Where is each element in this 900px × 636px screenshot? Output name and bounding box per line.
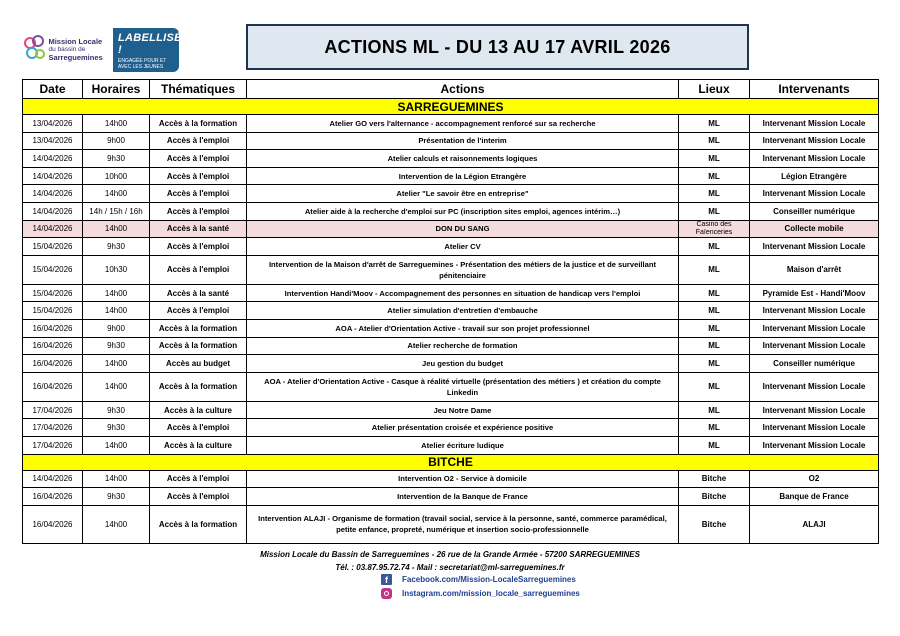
date-cell: 15/04/2026	[23, 284, 83, 302]
intervenant-cell: Intervenant Mission Locale	[750, 115, 879, 133]
horaire-cell: 10h30	[83, 255, 150, 284]
intervenant-cell: Collecte mobile	[750, 220, 879, 238]
lieu-cell: ML	[679, 150, 750, 168]
action-cell: AOA - Atelier d'Orientation Active - Casque à réalité virtuelle (présentation des métiers ) et création du compte Linkedin	[247, 372, 679, 401]
table-row	[23, 319, 879, 337]
header-intervenants: Intervenants	[750, 80, 879, 99]
intervenant-cell: Intervenant Mission Locale	[750, 150, 879, 168]
table-row	[23, 436, 879, 454]
theme-cell: Accès à la santé	[150, 220, 247, 238]
theme-cell: Accès à la santé	[150, 284, 247, 302]
lieu-cell: ML	[679, 302, 750, 320]
date-cell: 16/04/2026	[23, 488, 83, 506]
table-row	[23, 505, 879, 543]
horaire-cell: 9h30	[83, 337, 150, 355]
page-title: ACTIONS ML - DU 13 AU 17 AVRIL 2026	[324, 36, 671, 57]
action-cell: Intervention Handi'Moov - Accompagnement des personnes en situation de handicap vers l'emploi	[247, 284, 679, 302]
date-cell: 16/04/2026	[23, 319, 83, 337]
table-row	[23, 355, 879, 373]
action-cell: AOA - Atelier d'Orientation Active - travail sur son projet professionnel	[247, 319, 679, 337]
intervenant-cell: Conseiller numérique	[750, 355, 879, 373]
lieu-cell: ML	[679, 167, 750, 185]
header-horaires: Horaires	[83, 80, 150, 99]
action-cell: Intervention de la Banque de France	[247, 488, 679, 506]
date-cell: 15/04/2026	[23, 255, 83, 284]
section-bitche-label: BITCHE	[23, 454, 879, 470]
table-row	[23, 220, 879, 238]
lieu-cell: ML	[679, 115, 750, 133]
theme-cell: Accès à l'emploi	[150, 302, 247, 320]
date-cell: 15/04/2026	[23, 238, 83, 256]
action-cell: Intervention ALAJI - Organisme de formation (travail social, service à la personne, santé, commerce paramédical, petite enfance, propreté, numérique et insertion socio-professionnelle	[247, 505, 679, 543]
horaire-cell: 9h30	[83, 150, 150, 168]
action-cell: Jeu Notre Dame	[247, 401, 679, 419]
date-cell: 14/04/2026	[23, 220, 83, 238]
theme-cell: Accès à l'emploi	[150, 185, 247, 203]
table-row	[23, 470, 879, 488]
horaire-cell: 14h / 15h / 16h	[83, 202, 150, 220]
intervenant-cell: Intervenant Mission Locale	[750, 401, 879, 419]
date-cell: 17/04/2026	[23, 436, 83, 454]
horaire-cell: 14h00	[83, 284, 150, 302]
header-actions: Actions	[247, 80, 679, 99]
table-row	[23, 337, 879, 355]
action-cell: Atelier présentation croisée et expérience positive	[247, 419, 679, 437]
table-row	[23, 488, 879, 506]
lieu-cell: Bitche	[679, 470, 750, 488]
lieu-cell: ML	[679, 238, 750, 256]
table-row	[23, 132, 879, 150]
action-cell: Atelier recherche de formation	[247, 337, 679, 355]
lieu-cell: ML	[679, 255, 750, 284]
action-cell: Intervention O2 - Service à domicile	[247, 470, 679, 488]
theme-cell: Accès à l'emploi	[150, 167, 247, 185]
action-cell: Atelier écriture ludique	[247, 436, 679, 454]
action-cell: Jeu gestion du budget	[247, 355, 679, 373]
lieu-cell: ML	[679, 401, 750, 419]
horaire-cell: 9h30	[83, 238, 150, 256]
intervenant-cell: Intervenant Mission Locale	[750, 436, 879, 454]
date-cell: 13/04/2026	[23, 132, 83, 150]
date-cell: 14/04/2026	[23, 167, 83, 185]
action-cell: Atelier CV	[247, 238, 679, 256]
theme-cell: Accès au budget	[150, 355, 247, 373]
date-cell: 14/04/2026	[23, 202, 83, 220]
action-cell: Atelier calculs et raisonnements logiques	[247, 150, 679, 168]
intervenant-cell: Intervenant Mission Locale	[750, 419, 879, 437]
schedule-table	[22, 79, 879, 544]
lieu-cell: ML	[679, 132, 750, 150]
lieu-cell: Bitche	[679, 488, 750, 506]
horaire-cell: 9h30	[83, 488, 150, 506]
horaire-cell: 9h00	[83, 132, 150, 150]
table-row	[23, 419, 879, 437]
action-cell: Présentation de l'interim	[247, 132, 679, 150]
theme-cell: Accès à la culture	[150, 436, 247, 454]
logo-circles-icon	[24, 35, 45, 65]
date-cell: 15/04/2026	[23, 302, 83, 320]
table-row	[23, 167, 879, 185]
table-row	[23, 401, 879, 419]
lieu-cell: Bitche	[679, 505, 750, 543]
table-row	[23, 115, 879, 133]
date-cell: 16/04/2026	[23, 505, 83, 543]
title-box	[246, 24, 749, 70]
theme-cell: Accès à la formation	[150, 337, 247, 355]
section-sarreguemines	[23, 99, 879, 115]
date-cell: 14/04/2026	[23, 150, 83, 168]
lieu-cell: ML	[679, 319, 750, 337]
horaire-cell: 14h00	[83, 302, 150, 320]
action-cell: Intervention de la Légion Etrangère	[247, 167, 679, 185]
horaire-cell: 14h00	[83, 372, 150, 401]
date-cell: 17/04/2026	[23, 419, 83, 437]
intervenant-cell: Intervenant Mission Locale	[750, 337, 879, 355]
instagram-link[interactable]	[381, 588, 580, 599]
action-cell: DON DU SANG	[247, 220, 679, 238]
date-cell: 16/04/2026	[23, 372, 83, 401]
theme-cell: Accès à l'emploi	[150, 470, 247, 488]
labellisee-badge: LABELLISÉE ! ENGAGÉE POUR ET AVEC LES JEUNES	[113, 28, 179, 72]
intervenant-cell: Intervenant Mission Locale	[750, 319, 879, 337]
horaire-cell: 14h00	[83, 470, 150, 488]
horaire-cell: 14h00	[83, 220, 150, 238]
theme-cell: Accès à l'emploi	[150, 150, 247, 168]
table-row	[23, 238, 879, 256]
action-cell: Atelier "Le savoir être en entreprise"	[247, 185, 679, 203]
intervenant-cell: Intervenant Mission Locale	[750, 302, 879, 320]
intervenant-cell: Intervenant Mission Locale	[750, 185, 879, 203]
theme-cell: Accès à la formation	[150, 115, 247, 133]
theme-cell: Accès à la formation	[150, 372, 247, 401]
intervenant-cell: O2	[750, 470, 879, 488]
lieu-cell: Casino des Faïenceries	[679, 220, 750, 238]
footer-address: Mission Locale du Bassin de Sarreguemines - 26 rue de la Grande Armée - 57200 SARREGUEMINES	[260, 550, 640, 559]
lieu-cell: ML	[679, 185, 750, 203]
horaire-cell: 9h00	[83, 319, 150, 337]
facebook-icon: f	[381, 574, 392, 585]
theme-cell: Accès à l'emploi	[150, 202, 247, 220]
horaire-cell: 10h00	[83, 167, 150, 185]
theme-cell: Accès à la formation	[150, 505, 247, 543]
horaire-cell: 14h00	[83, 115, 150, 133]
table-row	[23, 202, 879, 220]
lieu-cell: ML	[679, 355, 750, 373]
lieu-cell: ML	[679, 337, 750, 355]
table-row	[23, 185, 879, 203]
theme-cell: Accès à l'emploi	[150, 132, 247, 150]
table-row	[23, 255, 879, 284]
action-cell: Atelier simulation d'entretien d'embauche	[247, 302, 679, 320]
lieu-cell: ML	[679, 284, 750, 302]
date-cell: 13/04/2026	[23, 115, 83, 133]
table-row	[23, 284, 879, 302]
intervenant-cell: Intervenant Mission Locale	[750, 238, 879, 256]
action-cell: Intervention de la Maison d'arrêt de Sarreguemines - Présentation des métiers de la justice et de surveillant pénitenciaire	[247, 255, 679, 284]
horaire-cell: 9h30	[83, 401, 150, 419]
header-lieux: Lieux	[679, 80, 750, 99]
lieu-cell: ML	[679, 202, 750, 220]
lieu-cell: ML	[679, 372, 750, 401]
intervenant-cell: Pyramide Est - Handi'Moov	[750, 284, 879, 302]
horaire-cell: 14h00	[83, 505, 150, 543]
intervenant-cell: Conseiller numérique	[750, 202, 879, 220]
action-cell: Atelier aide à la recherche d'emploi sur PC (inscription sites emploi, agences intérim…)	[247, 202, 679, 220]
instagram-icon	[381, 588, 392, 599]
date-cell: 16/04/2026	[23, 355, 83, 373]
date-cell: 14/04/2026	[23, 470, 83, 488]
header-date: Date	[23, 80, 83, 99]
intervenant-cell: ALAJI	[750, 505, 879, 543]
date-cell: 14/04/2026	[23, 185, 83, 203]
table-row	[23, 150, 879, 168]
facebook-label: Facebook.com/Mission-LocaleSarreguemines	[402, 575, 576, 584]
footer-contact: Tél. : 03.87.95.72.74 - Mail : secretariat@ml-sarreguemines.fr	[335, 563, 565, 572]
lieu-cell: ML	[679, 436, 750, 454]
horaire-cell: 14h00	[83, 436, 150, 454]
theme-cell: Accès à la culture	[150, 401, 247, 419]
table-row	[23, 372, 879, 401]
section-sarreguemines-label: SARREGUEMINES	[23, 99, 879, 115]
intervenant-cell: Maison d'arrêt	[750, 255, 879, 284]
facebook-link[interactable]	[381, 574, 576, 585]
instagram-label: Instagram.com/mission_locale_sarreguemines	[402, 589, 580, 598]
header-row	[23, 80, 879, 99]
lieu-cell: ML	[679, 419, 750, 437]
table-row	[23, 302, 879, 320]
date-cell: 16/04/2026	[23, 337, 83, 355]
action-cell: Atelier GO vers l'alternance - accompagnement renforcé sur sa recherche	[247, 115, 679, 133]
header-thematiques: Thématiques	[150, 80, 247, 99]
intervenant-cell: Banque de France	[750, 488, 879, 506]
theme-cell: Accès à la formation	[150, 319, 247, 337]
theme-cell: Accès à l'emploi	[150, 255, 247, 284]
theme-cell: Accès à l'emploi	[150, 488, 247, 506]
date-cell: 17/04/2026	[23, 401, 83, 419]
intervenant-cell: Intervenant Mission Locale	[750, 132, 879, 150]
horaire-cell: 14h00	[83, 355, 150, 373]
logo-text: Mission Locale du bassin de Sarreguemines	[48, 37, 103, 62]
theme-cell: Accès à l'emploi	[150, 419, 247, 437]
intervenant-cell: Légion Etrangère	[750, 167, 879, 185]
section-bitche	[23, 454, 879, 470]
horaire-cell: 14h00	[83, 185, 150, 203]
horaire-cell: 9h30	[83, 419, 150, 437]
theme-cell: Accès à l'emploi	[150, 238, 247, 256]
mission-locale-logo	[24, 27, 190, 73]
intervenant-cell: Intervenant Mission Locale	[750, 372, 879, 401]
